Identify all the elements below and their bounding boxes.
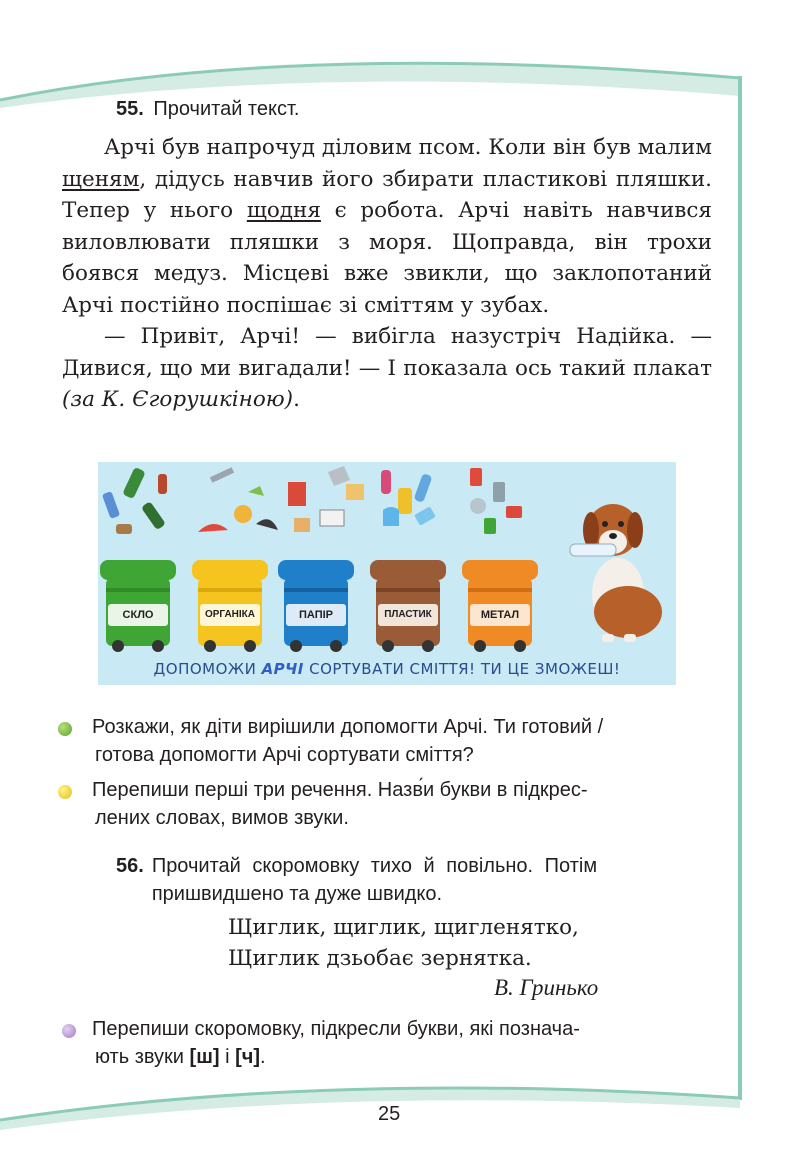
question-3-text: . — [260, 1046, 266, 1068]
task-56 — [116, 852, 716, 908]
task-55-number: 55. — [116, 98, 144, 120]
question-3 — [92, 1015, 722, 1071]
purple-bullet-icon — [62, 1024, 76, 1038]
tongue-twister — [228, 912, 579, 974]
story-text — [62, 132, 712, 416]
task-56-number: 56. — [116, 855, 144, 877]
sound-sh: [ш] — [189, 1046, 220, 1068]
story-source: (за К. Єгорушкіною) — [62, 387, 294, 412]
story-text-segment: . — [293, 387, 300, 412]
poem-line-1: Щиглик, щиглик, щигленятко, — [228, 915, 579, 940]
bin-label-plastic: ПЛАСТИК — [378, 604, 438, 626]
story-paragraph-1 — [62, 132, 712, 321]
question-2 — [92, 776, 722, 832]
poster-illustration — [98, 462, 676, 685]
bin-label-organic: ОРГАНІКА — [200, 604, 260, 626]
glass-trash-icon — [102, 467, 167, 534]
yellow-bullet-icon — [58, 785, 72, 799]
question-1-line-1: Розкажи, як діти вирішили допомогти Арчі. Ти готовий / — [92, 716, 604, 738]
story-text-segment: Арчі був напрочуд діловим псом. Коли він був малим — [104, 135, 712, 160]
question-1-line-2: готова допомогти Арчі сортувати сміття? — [95, 744, 474, 766]
dog-archie-icon — [570, 504, 662, 642]
underlined-word-shchenyam: щеням — [62, 166, 140, 192]
recycling-poster — [98, 462, 676, 685]
bin-label-glass: СКЛО — [108, 604, 168, 626]
poem-line-2: Щиглик дзьобає зернятка. — [228, 946, 532, 971]
bin-label-metal: МЕТАЛ — [470, 604, 530, 626]
page-number: 25 — [378, 1103, 401, 1125]
question-3-text: ють звуки — [95, 1046, 190, 1068]
metal-trash-icon — [470, 468, 522, 534]
plastic-trash-icon — [381, 470, 436, 526]
question-1 — [92, 713, 722, 769]
task-55-header — [116, 98, 299, 121]
question-3-text: і — [219, 1046, 236, 1068]
story-text-segment: , дідусь навчив його збирати пластикові пляшки. Тепер у нього — [62, 166, 712, 223]
organic-trash-icon — [198, 467, 278, 532]
green-bullet-icon — [58, 722, 72, 736]
slogan-part: СОРТУВАТИ СМІТТЯ! ТИ ЦЕ ЗМОЖЕШ! — [303, 660, 621, 678]
poster-slogan — [98, 655, 676, 683]
story-text-segment: є робота. Арчі навіть навчився виловлювати пляшки з моря. Щоправда, він трохи боявся медуз. Місцеві вже звикли, що заклопотаний Арчі постійно поспішає зі сміттям у зубах. — [62, 198, 712, 318]
question-2-line-2: лених словах, вимов звуки. — [95, 807, 349, 829]
task-55-instruction: Прочитай текст. — [153, 98, 300, 120]
bin-label-paper: ПАПІР — [286, 604, 346, 626]
slogan-highlight: АРЧІ — [261, 660, 304, 678]
story-text-segment: — Привіт, Арчі! — вибігла назустріч Надійка. — Дивися, що ми вигадали! — І показала ось такий плакат — [62, 324, 712, 381]
question-3-line-1: Перепиши скоромовку, підкресли букви, які познача- — [92, 1018, 580, 1040]
paper-trash-icon — [288, 466, 364, 532]
sound-ch: [ч] — [235, 1046, 261, 1068]
question-2-line-1: Перепиши перші три речення. Назв́и букви в підкрес- — [92, 779, 588, 801]
task-56-line-2: пришвидшено та дуже швидко. — [151, 883, 443, 905]
task-56-line-1: Прочитай скоромовку тихо й повільно. Потім — [151, 855, 598, 877]
question-3-line-2 — [92, 1043, 722, 1071]
underlined-word-shchodnia: щодня — [246, 198, 321, 223]
story-paragraph-2 — [62, 321, 712, 416]
poem-author: В. Гринько — [494, 975, 599, 1000]
slogan-part: ДОПОМОЖИ — [153, 660, 262, 678]
